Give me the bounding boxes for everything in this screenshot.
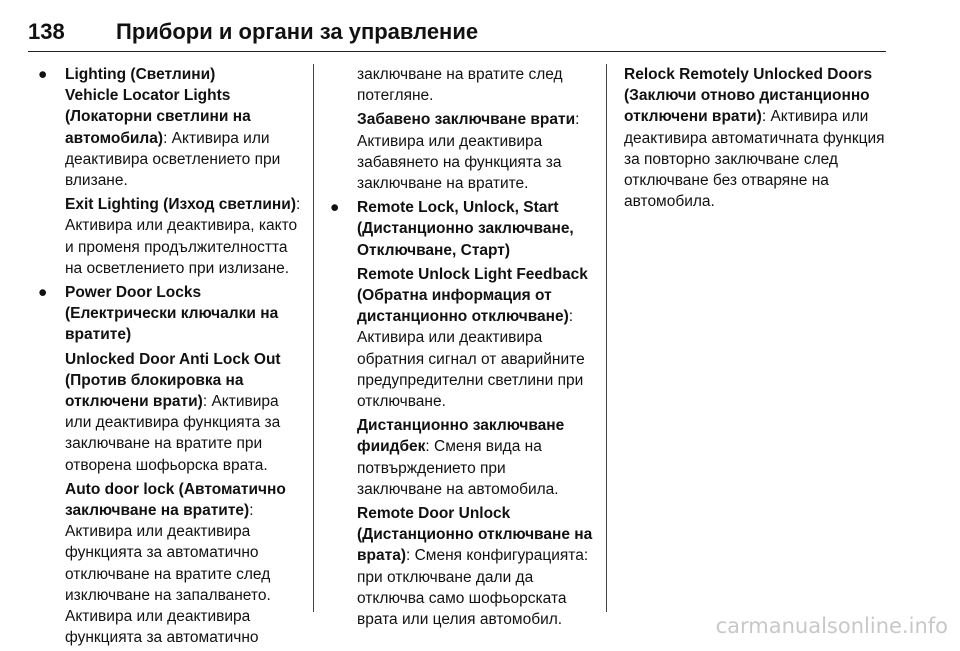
paragraph bbox=[357, 503, 594, 630]
term: Забавено заключване врати bbox=[357, 111, 576, 129]
term: Remote Door Unlock (Дистанционно отключване на врата) bbox=[357, 505, 593, 565]
item-title: Remote Lock, Unlock, Start (Дистанционно заключване, Отключване, Старт) bbox=[357, 199, 574, 259]
term: Vehicle Locator Lights (Локаторни светлини на автомобила) bbox=[65, 87, 251, 147]
column-divider bbox=[606, 64, 607, 612]
term: Remote Unlock Light Feedback (Обратна информация от дистанционно отключване) bbox=[357, 265, 588, 326]
page-title: Прибори и органи за управление bbox=[116, 19, 479, 44]
bullet: ● bbox=[330, 199, 340, 217]
term: Unlocked Door Anti Lock Out (Против блокировка на отключени врати) bbox=[65, 350, 281, 411]
list-item-power-door-locks bbox=[38, 282, 302, 648]
item-title: Lighting (Светлини) bbox=[65, 66, 216, 83]
description: : Сменя вида на потвърждението при заключване на автомобила. bbox=[357, 438, 559, 498]
description: : Активира или деактивира функцията за автоматично отключване на вратите след изключване на запалването. Активира или деактивира функцията за автоматично bbox=[65, 502, 271, 647]
paragraph bbox=[330, 109, 594, 194]
paragraph bbox=[65, 85, 302, 191]
page-number: 138 bbox=[28, 19, 65, 44]
description: : Активира или деактивира осветлението при влизане. bbox=[65, 129, 281, 190]
paragraph bbox=[357, 264, 594, 412]
description: : Активира или деактивира функцията за заключване на вратите при отворена шофьорска врата. bbox=[65, 393, 281, 474]
column-3 bbox=[624, 64, 888, 215]
paragraph bbox=[65, 194, 302, 279]
list-item-remote bbox=[330, 197, 594, 630]
term: Exit Lighting (Изход светлини) bbox=[65, 196, 296, 214]
description: : Активира или деактивира забавянето на функцията за заключване на вратите. bbox=[357, 111, 580, 193]
column-1 bbox=[38, 64, 302, 651]
list-item-lighting bbox=[38, 64, 302, 279]
description: : Активира или деактивира автоматичната функция за повторно заключване след отключване без отваряне на автомобила. bbox=[624, 108, 885, 211]
term: Дистанционно заключване фиидбек bbox=[357, 417, 565, 456]
paragraph bbox=[65, 349, 302, 476]
paragraph bbox=[65, 479, 302, 649]
item-title: Power Door Locks (Електрически ключалки на вратите) bbox=[65, 284, 279, 344]
bullet: ● bbox=[38, 284, 48, 302]
paragraph-continued: заключване на вратите след потегляне. bbox=[357, 66, 563, 105]
column-divider bbox=[313, 64, 314, 612]
description: : Активира или деактивира, както и променя продължителността на осветлението при излизане. bbox=[65, 196, 301, 277]
term: Relock Remotely Unlocked Doors (Заключи отново дистанционно отключени врати) bbox=[624, 66, 873, 126]
page-header bbox=[28, 16, 886, 52]
term: Auto door lock (Автоматично заключване на вратите) bbox=[65, 480, 286, 520]
watermark: carmanualsonline.info bbox=[715, 614, 948, 638]
paragraph bbox=[624, 64, 888, 212]
bullet: ● bbox=[38, 66, 48, 83]
description: : Сменя конфигурацията: при отключване дали да отключва само шофьорската врата или целия автомобил. bbox=[357, 547, 589, 629]
description: : Активира или деактивира обратния сигнал от аварийните предупредителни светлини при отключване. bbox=[357, 308, 585, 411]
column-2 bbox=[330, 64, 594, 633]
paragraph bbox=[357, 415, 594, 500]
